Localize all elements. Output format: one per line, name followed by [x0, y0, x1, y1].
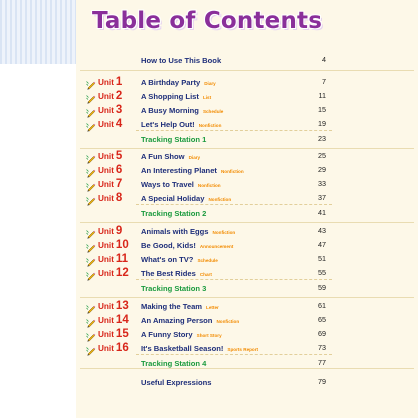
- unit-number: 7: [115, 178, 123, 190]
- toc-page-number: 73: [318, 343, 326, 352]
- unit-word: Unit: [98, 105, 114, 115]
- genre-tag: List: [202, 94, 212, 100]
- unit-label: [86, 341, 129, 355]
- unit-label: [86, 191, 122, 205]
- unit-label: [86, 238, 129, 252]
- section-divider: [80, 297, 414, 298]
- genre-tag: Chart: [199, 271, 212, 277]
- unit-number: 4: [115, 118, 123, 130]
- toc-entry-label: Tracking Station 3: [141, 283, 207, 293]
- toc-page-number: 7: [322, 77, 326, 86]
- toc-page-number: 51: [318, 254, 326, 263]
- unit-label: [86, 313, 129, 327]
- toc-entry-label: A Busy Morning: [141, 105, 199, 115]
- genre-tag: Sports Report: [227, 346, 259, 352]
- unit-word: Unit: [98, 165, 114, 175]
- genre-tag: Nonfiction: [216, 318, 240, 324]
- toc-page-number: 29: [318, 165, 326, 174]
- toc-entry-label: Tracking Station 1: [141, 134, 207, 144]
- unit-label: [86, 75, 122, 89]
- genre-tag: Short Story: [196, 332, 222, 338]
- genre-tag: Schedule: [202, 108, 224, 114]
- toc-entry-label: A Fun Show: [141, 151, 185, 161]
- toc-page-number: 59: [318, 283, 326, 292]
- unit-label: [86, 177, 122, 191]
- unit-word: Unit: [98, 254, 114, 264]
- dashed-divider: [136, 354, 332, 355]
- genre-tag: Nonfiction: [220, 168, 244, 174]
- toc-page-number: 25: [318, 151, 326, 160]
- toc-page-number: 77: [318, 358, 326, 367]
- toc-page-number: 33: [318, 179, 326, 188]
- toc-page-number: 23: [318, 134, 326, 143]
- unit-word: Unit: [98, 179, 114, 189]
- toc-page-number: 15: [318, 105, 326, 114]
- toc-page-number: 69: [318, 329, 326, 338]
- genre-tag: Nonfiction: [208, 196, 232, 202]
- unit-number: 13: [115, 300, 129, 312]
- unit-label: [86, 299, 129, 313]
- toc-entry-label: A Birthday Party: [141, 77, 201, 87]
- unit-word: Unit: [98, 343, 114, 353]
- dashed-divider: [136, 279, 332, 280]
- toc-entry-label: Let's Help Out!: [141, 119, 195, 129]
- unit-word: Unit: [98, 77, 114, 87]
- unit-label: [86, 327, 129, 341]
- toc-entry-label: It's Basketball Season!: [141, 343, 224, 353]
- pencil-icon: [86, 343, 96, 353]
- toc-page-number: 79: [318, 377, 326, 386]
- toc-page-number: 47: [318, 240, 326, 249]
- toc-entry-label: Tracking Station 4: [141, 358, 207, 368]
- unit-word: Unit: [98, 315, 114, 325]
- toc-page-number: 55: [318, 268, 326, 277]
- unit-number: 8: [115, 192, 123, 204]
- pencil-icon: [86, 77, 96, 87]
- toc-entry-label: Tracking Station 2: [141, 208, 207, 218]
- unit-number: 5: [115, 150, 123, 162]
- unit-label: [86, 266, 129, 280]
- pencil-icon: [86, 226, 96, 236]
- genre-tag: Nonfiction: [212, 229, 236, 235]
- unit-label: [86, 224, 122, 238]
- unit-label: [86, 252, 128, 266]
- pencil-icon: [86, 91, 96, 101]
- pencil-icon: [86, 119, 96, 129]
- toc-entry-label: Ways to Travel: [141, 179, 194, 189]
- unit-word: Unit: [98, 119, 114, 129]
- unit-word: Unit: [98, 240, 114, 250]
- pencil-icon: [86, 329, 96, 339]
- genre-tag: Nonfiction: [198, 122, 222, 128]
- page-title: Table of Contents: [92, 8, 323, 34]
- unit-word: Unit: [98, 329, 114, 339]
- toc-entry-label: How to Use This Book: [141, 55, 222, 65]
- pencil-icon: [86, 105, 96, 115]
- toc-entry-label: A Special Holiday: [141, 193, 205, 203]
- unit-word: Unit: [98, 301, 114, 311]
- toc-entry-label: An Amazing Person: [141, 315, 213, 325]
- unit-number: 9: [115, 225, 123, 237]
- unit-number: 3: [115, 104, 123, 116]
- pencil-icon: [86, 268, 96, 278]
- toc-entry-label: The Best Rides: [141, 268, 196, 278]
- genre-tag: Announcement: [199, 243, 234, 249]
- section-divider: [80, 70, 414, 71]
- genre-tag: Letter: [206, 304, 219, 310]
- toc-entry-label: Useful Expressions: [141, 377, 212, 387]
- unit-number: 12: [115, 267, 129, 279]
- dashed-divider: [136, 204, 332, 205]
- pencil-icon: [86, 151, 96, 161]
- unit-word: Unit: [98, 193, 114, 203]
- genre-tag: Diary: [204, 80, 216, 86]
- toc-entry-label: Animals with Eggs: [141, 226, 209, 236]
- toc-page-number: 43: [318, 226, 326, 235]
- toc-page-number: 4: [322, 55, 326, 64]
- unit-number: 14: [115, 314, 129, 326]
- toc-entry-label: An Interesting Planet: [141, 165, 217, 175]
- pencil-icon: [86, 240, 96, 250]
- unit-number: 1: [115, 76, 123, 88]
- toc-page-number: 37: [318, 193, 326, 202]
- unit-word: Unit: [98, 226, 114, 236]
- toc-entry-label: Be Good, Kids!: [141, 240, 196, 250]
- dashed-divider: [136, 130, 332, 131]
- genre-tag: Diary: [188, 154, 201, 160]
- toc-page-number: 19: [318, 119, 326, 128]
- unit-label: [86, 117, 122, 131]
- toc-entry-label: Making the Team: [141, 301, 203, 311]
- unit-word: Unit: [98, 268, 114, 278]
- unit-label: [86, 103, 122, 117]
- pencil-icon: [86, 165, 96, 175]
- unit-label: [86, 89, 122, 103]
- toc-page-number: 61: [318, 301, 326, 310]
- unit-number: 15: [115, 328, 129, 340]
- pencil-icon: [86, 301, 96, 311]
- unit-number: 10: [115, 239, 129, 251]
- unit-word: Unit: [98, 151, 114, 161]
- unit-number: 6: [115, 164, 123, 176]
- pencil-icon: [86, 193, 96, 203]
- pencil-icon: [86, 179, 96, 189]
- toc-entry-label: A Funny Story: [141, 329, 193, 339]
- genre-tag: Nonfiction: [197, 182, 221, 188]
- toc-page-number: 11: [318, 91, 326, 100]
- toc-entry-label: What's on TV?: [141, 254, 194, 264]
- genre-tag: Schedule: [197, 257, 218, 263]
- unit-number: 2: [115, 90, 123, 102]
- toc-page-number: 65: [318, 315, 326, 324]
- toc-page-number: 41: [318, 208, 326, 217]
- pencil-icon: [86, 254, 96, 264]
- pencil-icon: [86, 315, 96, 325]
- section-divider: [80, 222, 414, 223]
- unit-label: [86, 149, 122, 163]
- toc-entry-label: A Shopping List: [141, 91, 199, 101]
- unit-number: 16: [115, 342, 129, 354]
- section-divider: [80, 368, 414, 369]
- unit-word: Unit: [98, 91, 114, 101]
- unit-label: [86, 163, 122, 177]
- unit-number: 11: [115, 253, 129, 265]
